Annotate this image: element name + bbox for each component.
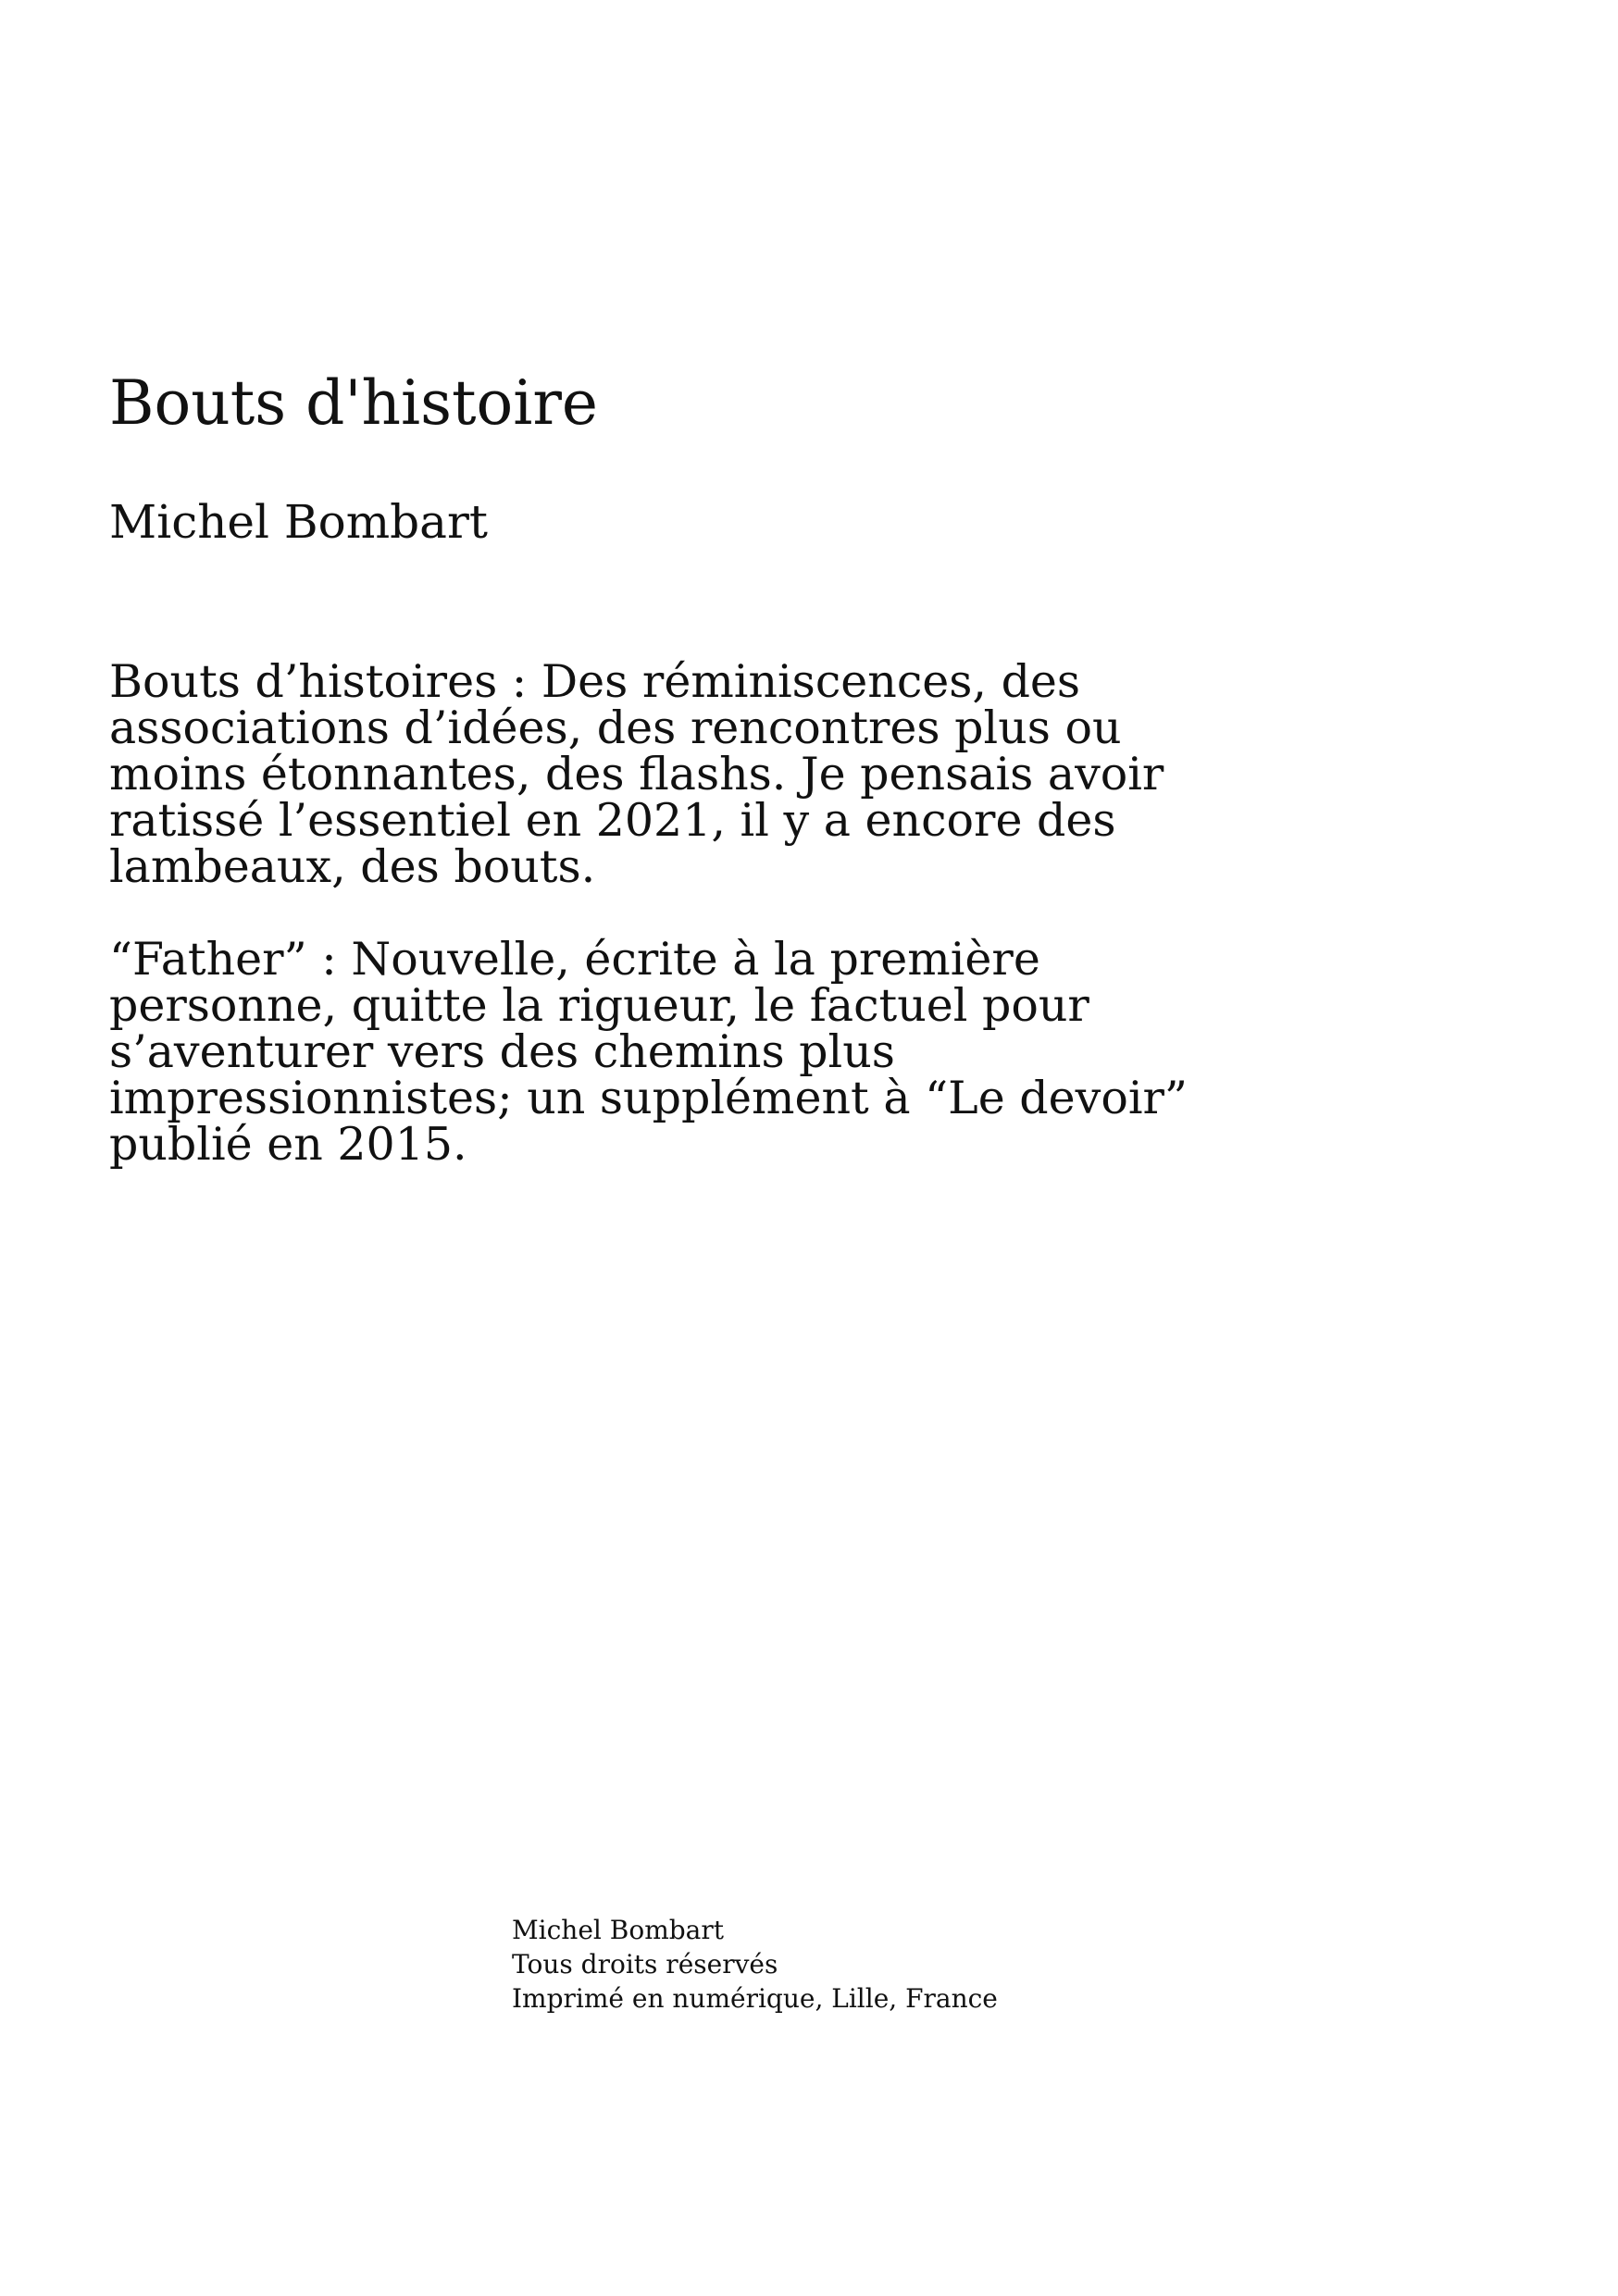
colophon-printing: Imprimé en numérique, Lille, France xyxy=(512,1983,998,2014)
description-paragraph: “Father” : Nouvelle, écrite à la première personne, quitte la rigueur, le factuel pour s’aventurer vers des chemins plus impressionnistes; un supplément à “Le devoir” publié en 2015. xyxy=(109,933,1188,1171)
book-title: Bouts d'histoire xyxy=(109,367,598,439)
description-paragraph: Bouts d’histoires : Des réminiscences, des associations d’idées, des rencontres plus ou moins étonnantes, des flashs. Je pensais avoir ratissé l’essentiel en 2021, il y a encore des lambeaux, des bouts. xyxy=(109,655,1164,893)
book-description xyxy=(109,655,1192,1214)
colophon xyxy=(512,1913,998,2016)
colophon-rights: Tous droits réservés xyxy=(512,1949,778,1980)
book-author: Michel Bombart xyxy=(109,495,488,549)
colophon-author: Michel Bombart xyxy=(512,1915,725,1945)
